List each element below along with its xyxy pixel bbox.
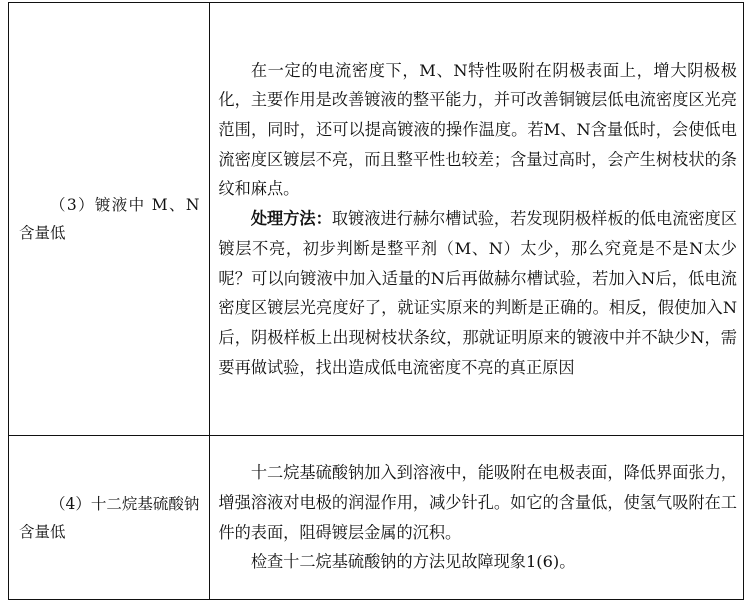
fault-text: （3）镀液中 M、N含量低: [19, 196, 200, 242]
fault-label: [9, 191, 209, 247]
fault-text: （4）十二烷基硫酸钠含量低: [19, 494, 200, 541]
fault-cell: [9, 436, 210, 600]
description-paragraph: [218, 56, 737, 205]
description-paragraph: [218, 458, 737, 547]
fault-label: [9, 490, 209, 546]
table-row: [9, 436, 744, 600]
paragraph-body: 检查十二烷基硫酸钠的方法见故障现象1(6)。: [250, 552, 576, 572]
description-paragraph: [218, 547, 737, 577]
paragraph-body: 在一定的电流密度下，M、N特性吸附在阴极表面上，增大阴极极化，主要作用是改善镀液的整平能力，并可改善铜镀层低电流密度区光亮范围，同时，还可以提高镀液的操作温度。若M、N含量低时，会使低电流密度区镀层不亮，而且整平性也较差；含量过高时，会产生树枝状的条纹和麻点。: [218, 60, 737, 199]
fault-cell: [9, 3, 210, 436]
paragraph-body: 取镀液进行赫尔槽试验，若发现阴极样板的低电流密度区镀层不亮，初步判断是整平剂（M、N）太少，那么究竟是不是N太少呢？可以向镀液中加入适量的N后再做赫尔槽试验，若加入N后，低电流密度区镀层光亮度好了，就证实原来的判断是正确的。相反，假使加入N后，阴极样板上出现树枝状条纹，那就证明原来的镀液中并不缺少N，需要再做试验，找出造成低电流密度不亮的真正原因: [218, 209, 738, 377]
description-paragraph: [218, 204, 737, 382]
table-row: [9, 3, 744, 436]
paragraph-lead: 处理方法：: [250, 209, 332, 229]
description-cell: [210, 436, 744, 600]
paragraph-body: 十二烷基硫酸钠加入到溶液中，能吸附在电极表面，降低界面张力，增强溶液对电极的润湿作用，减少针孔。如它的含量低，使氢气吸附在工件的表面，阻碍镀层金属的沉积。: [218, 463, 737, 542]
description-text: [210, 456, 743, 579]
fault-table: [8, 2, 744, 600]
description-text: [210, 54, 743, 385]
description-cell: [210, 3, 744, 436]
